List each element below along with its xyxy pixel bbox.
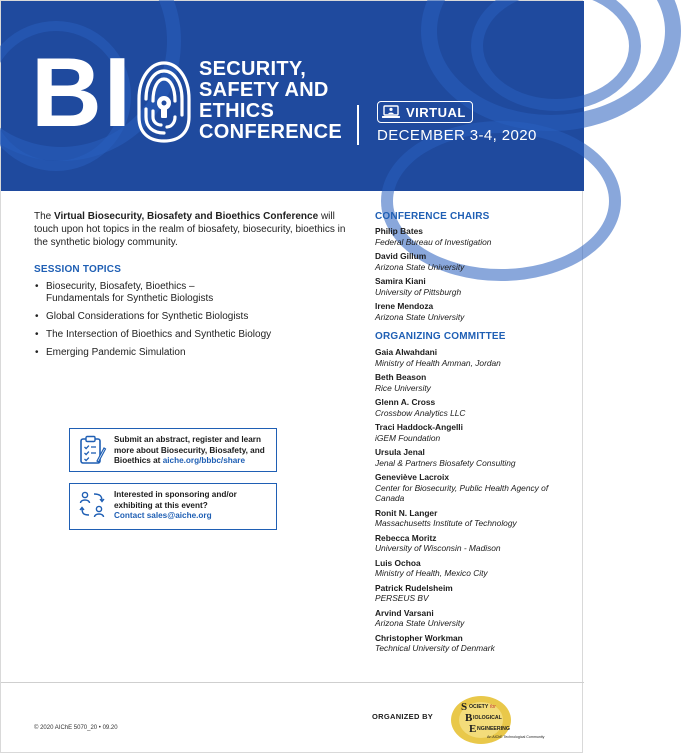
person-name: Christopher Workman [375,632,463,643]
person-affiliation: Rice University [375,382,431,393]
person-entry [375,301,575,322]
person-name: Patrick Rudelsheim [375,582,453,593]
title-line: SAFETY AND [199,79,329,101]
intro-suffix: will touch upon hot topics in the realm of biosafety, biosecurity, bioethics in the synthetic biology community. [34,211,346,248]
person-entry [375,633,575,654]
person-affiliation: PERSEUS BV [375,593,429,603]
person-affiliation: Arizona State University [375,311,465,322]
person-name: Gaia Alwahdani [375,347,438,357]
person-name: Luis Ochoa [375,557,421,568]
person-affiliation: Arizona State University [375,261,465,272]
logo-letter-e: E [469,723,477,735]
person-name: Ronit N. Langer [375,507,438,518]
organizing-committee-heading: ORGANIZING COMMITTEE [375,331,506,342]
footer-divider [1,682,584,683]
logo-word: OCIETY [469,704,489,710]
person-entry [375,472,575,504]
person-entry [375,397,575,418]
people-exchange-icon [78,490,106,520]
person-name: Traci Haddock-Angelli [375,422,463,432]
title-line: CONFERENCE [199,121,343,143]
person-name: Geneviève Lacroix [375,472,450,482]
sponsor-text [114,490,268,522]
person-name: Beth Beason [375,372,427,382]
sbe-logo [447,694,545,746]
bio-wordmark: BI [31,37,133,147]
submit-abstract-copy: Submit an abstract, register and learn more about Biosecurity, Biosafety, and Bioethics at [114,435,265,465]
sponsor-copy: Interested in sponsoring and/or exhibiting at this event? [114,490,237,510]
person-entry [375,608,575,629]
topic-item: • Emerging Pandemic Simulation [34,347,334,359]
conference-title [199,59,349,143]
person-affiliation: Ministry of Health Amman, Jordan [375,357,501,368]
person-entry [375,347,575,368]
person-entry [375,251,575,272]
person-affiliation: Center for Biosecurity, Public Health Agency of Canada [375,482,549,503]
person-entry [375,583,575,604]
contact-sales-link[interactable]: Contact sales@aiche.org [114,511,212,520]
share-link[interactable]: aiche.org/bbbc/share [162,456,246,465]
person-affiliation: Federal Bureau of Investigation [375,236,492,247]
logo-word: NGINEERING [477,726,510,732]
logo-letter-b: B [465,712,473,724]
person-name: Irene Mendoza [375,301,434,311]
person-affiliation: Arizona State University [375,618,465,628]
person-affiliation: Massachusetts Institute of Technology [375,518,517,528]
header-divider [357,105,359,145]
person-entry [375,372,575,393]
sponsor-box[interactable] [69,483,277,530]
virtual-badge [377,101,473,123]
person-entry [375,422,575,443]
header-banner [1,1,584,191]
laptop-person-icon [382,105,400,119]
logo-tagline: An AIChE Technological Community [487,735,545,739]
clipboard-checklist-icon [78,435,106,465]
title-line: SECURITY, [199,58,307,80]
event-dates: DECEMBER 3-4, 2020 [377,127,537,144]
person-affiliation: Jenal & Partners Biosafety Consulting [375,457,516,468]
intro-prefix: The [34,211,55,222]
person-affiliation: Technical University of Denmark [375,643,495,653]
person-name: Samira Kiani [375,276,426,286]
intro-paragraph [34,210,354,249]
person-entry [375,558,575,579]
conference-chairs-list [375,226,575,326]
topic-item: • Biosecurity, Biosafety, Bioethics – Fundamentals for Synthetic Biologists [34,281,334,305]
organizing-committee-list [375,347,575,658]
copyright-notice: © 2020 AIChE 5070_20 • 09.20 [34,725,118,731]
person-entry [375,508,575,529]
fingerprint-icon [133,59,195,145]
person-name: Rebecca Moritz [375,532,437,543]
person-name: Ursula Jenal [375,447,425,457]
title-line: ETHICS [199,100,275,122]
session-topics-heading: SESSION TOPICS [34,264,122,275]
submit-abstract-text [114,435,268,467]
person-entry [375,533,575,554]
conference-chairs-heading: CONFERENCE CHAIRS [375,211,490,222]
person-name: David Gillum [375,251,427,261]
logo-word: IOLOGICAL [473,715,502,721]
organized-by-label: ORGANIZED BY [372,712,434,721]
topic-item: • Global Considerations for Synthetic Biologists [34,311,334,323]
person-entry [375,276,575,297]
person-affiliation: Ministry of Health, Mexico City [375,568,488,578]
logo-for: for [490,704,496,710]
virtual-label: VIRTUAL [406,104,466,120]
person-affiliation: University of Wisconsin - Madison [375,543,501,553]
topic-item: • The Intersection of Bioethics and Synthetic Biology [34,329,334,341]
person-name: Arvind Varsani [375,607,434,618]
intro-conference-name: Virtual Biosecurity, Biosafety and Bioethics Conference [54,211,319,222]
person-affiliation: iGEM Foundation [375,432,441,443]
logo-letter-s: S [461,701,468,713]
person-name: Philip Bates [375,226,423,236]
session-topics-list [34,281,334,365]
submit-abstract-box[interactable] [69,428,277,472]
person-affiliation: Crossbow Analytics LLC [375,407,466,418]
person-name: Glenn A. Cross [375,397,436,407]
person-entry [375,447,575,468]
person-entry [375,226,575,247]
person-affiliation: University of Pittsburgh [375,286,462,297]
